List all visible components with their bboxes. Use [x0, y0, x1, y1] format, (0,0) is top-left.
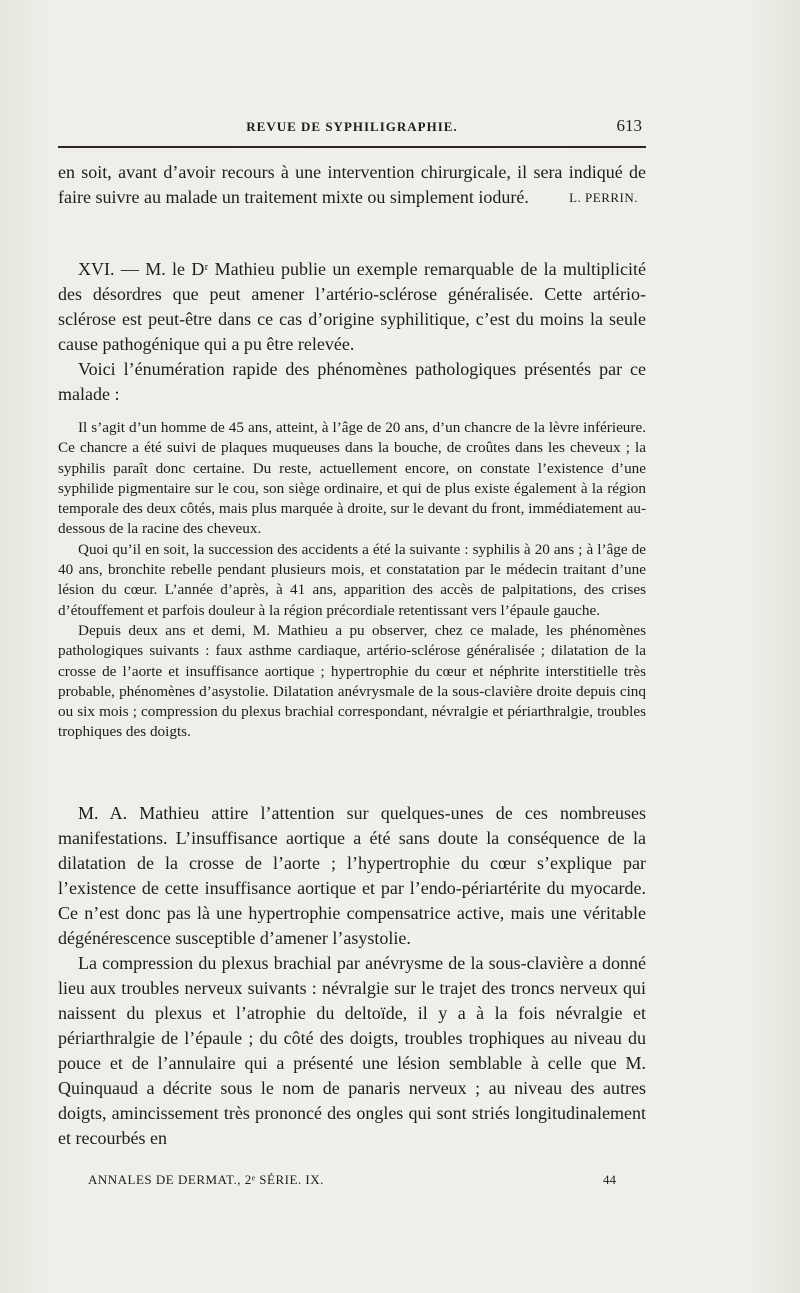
running-title: REVUE DE SYPHILIGRAPHIE.: [246, 119, 458, 134]
page-number: 613: [616, 116, 642, 135]
signature: L. PERRIN.: [569, 190, 638, 205]
header-rule: [58, 146, 646, 148]
discussion: [58, 801, 646, 1151]
intro-paragraph-block: [58, 160, 646, 210]
case-paragraph-3: Depuis deux ans et demi, M. Mathieu a pu observer, chez ce malade, les phénomènes pathologiques suivants : faux asthme cardiaque, artério-sclérose généralisée ; dilatation de la crosse de l’aorte et insuffisance aortique ; hypertrophie du cœur et néphrite interstitielle très probable, phénomènes d’asystolie. Dilatation anévrysmale de la sous-clavière droite depuis cinq ou six mois ; compression du plexus brachial correspondant, névralgie et périarthralgie, troubles trophiques des doigts.: [58, 621, 646, 741]
section-heading-paragraph: XVI. — M. le Dʳ Mathieu publie un exemple remarquable de la multiplicité des désordres que peut amener l’artério-sclérose généralisée. Cette artério-sclérose est peut-être dans ce cas d’origine syphilitique, c’est du moins la seule cause pathogénique qui a pu être relevée.: [58, 259, 646, 354]
intro-text: en soit, avant d’avoir recours à une intervention chirurgicale, il sera indiqué de faire suivre au malade un traitement mixte ou simplement ioduré.: [58, 162, 646, 207]
case-report: [58, 418, 646, 743]
section-intro-line: Voici l’énumération rapide des phénomènes pathologiques présentés par ce malade :: [58, 359, 646, 404]
journal-signature: ANNALES DE DERMAT., 2ᵉ SÉRIE. IX.: [88, 1172, 324, 1187]
sheet-number: 44: [603, 1172, 616, 1187]
case-paragraph-1: Il s’agit d’un homme de 45 ans, atteint, à l’âge de 20 ans, d’un chancre de la lèvre inférieure. Ce chancre a été suivi de plaques muqueuses dans la bouche, de croûtes dans les cheveux ; la syphilis paraît donc certaine. Du reste, actuellement encore, on constate l’existence d’une syphilide pigmentaire sur le cou, son siège ordinaire, et qui de plus existe également à la région temporale des deux côtés, mais plus marquée à droite, sur le devant du front, immédiatement au-dessous de la racine des cheveux.: [58, 419, 646, 538]
discussion-paragraph-1: M. A. Mathieu attire l’attention sur quelques-unes de ces nombreuses manifestations. L’insuffisance aortique a été sans doute la conséquence de la dilatation de la crosse de l’aorte ; l’hypertrophie du cœur s’explique par l’existence de cette insuffisance aortique et par l’endo-périartérite du myocarde. Ce n’est donc pas là une hypertrophie compensatrice active, mais une véritable dégénérescence susceptible d’amener l’asystolie.: [58, 803, 646, 948]
intro-paragraph: [58, 160, 646, 210]
page-footer: [88, 1170, 616, 1190]
page-header: [58, 116, 646, 138]
case-paragraph-2: Quoi qu’il en soit, la succession des accidents a été la suivante : syphilis à 20 ans ; à l’âge de 40 ans, bronchite rebelle pendant plusieurs mois, et constatation par le médecin traitant d’une lésion du cœur. L’année d’après, à 41 ans, apparition des accès de palpitations, des crises d’étouffement et parfois douleur à la région précordiale retentissant vers l’épaule gauche.: [58, 540, 646, 619]
discussion-paragraph-2: La compression du plexus brachial par anévrysme de la sous-clavière a donné lieu aux troubles nerveux suivants : névralgie sur le trajet des troncs nerveux qui naissent du plexus et l’atrophie du deltoïde, il y a à la fois névralgie et périarthralgie de l’épaule ; du côté des doigts, troubles trophiques au niveau du pouce et de l’annulaire qui a présenté une lésion semblable à celle que M. Quinquaud a décrite sous le nom de panaris nerveux ; au niveau des autres doigts, amincissement très prononcé des ongles qui sont striés longitudinalement et recourbés en: [58, 953, 646, 1148]
section-xvi: [58, 257, 646, 407]
